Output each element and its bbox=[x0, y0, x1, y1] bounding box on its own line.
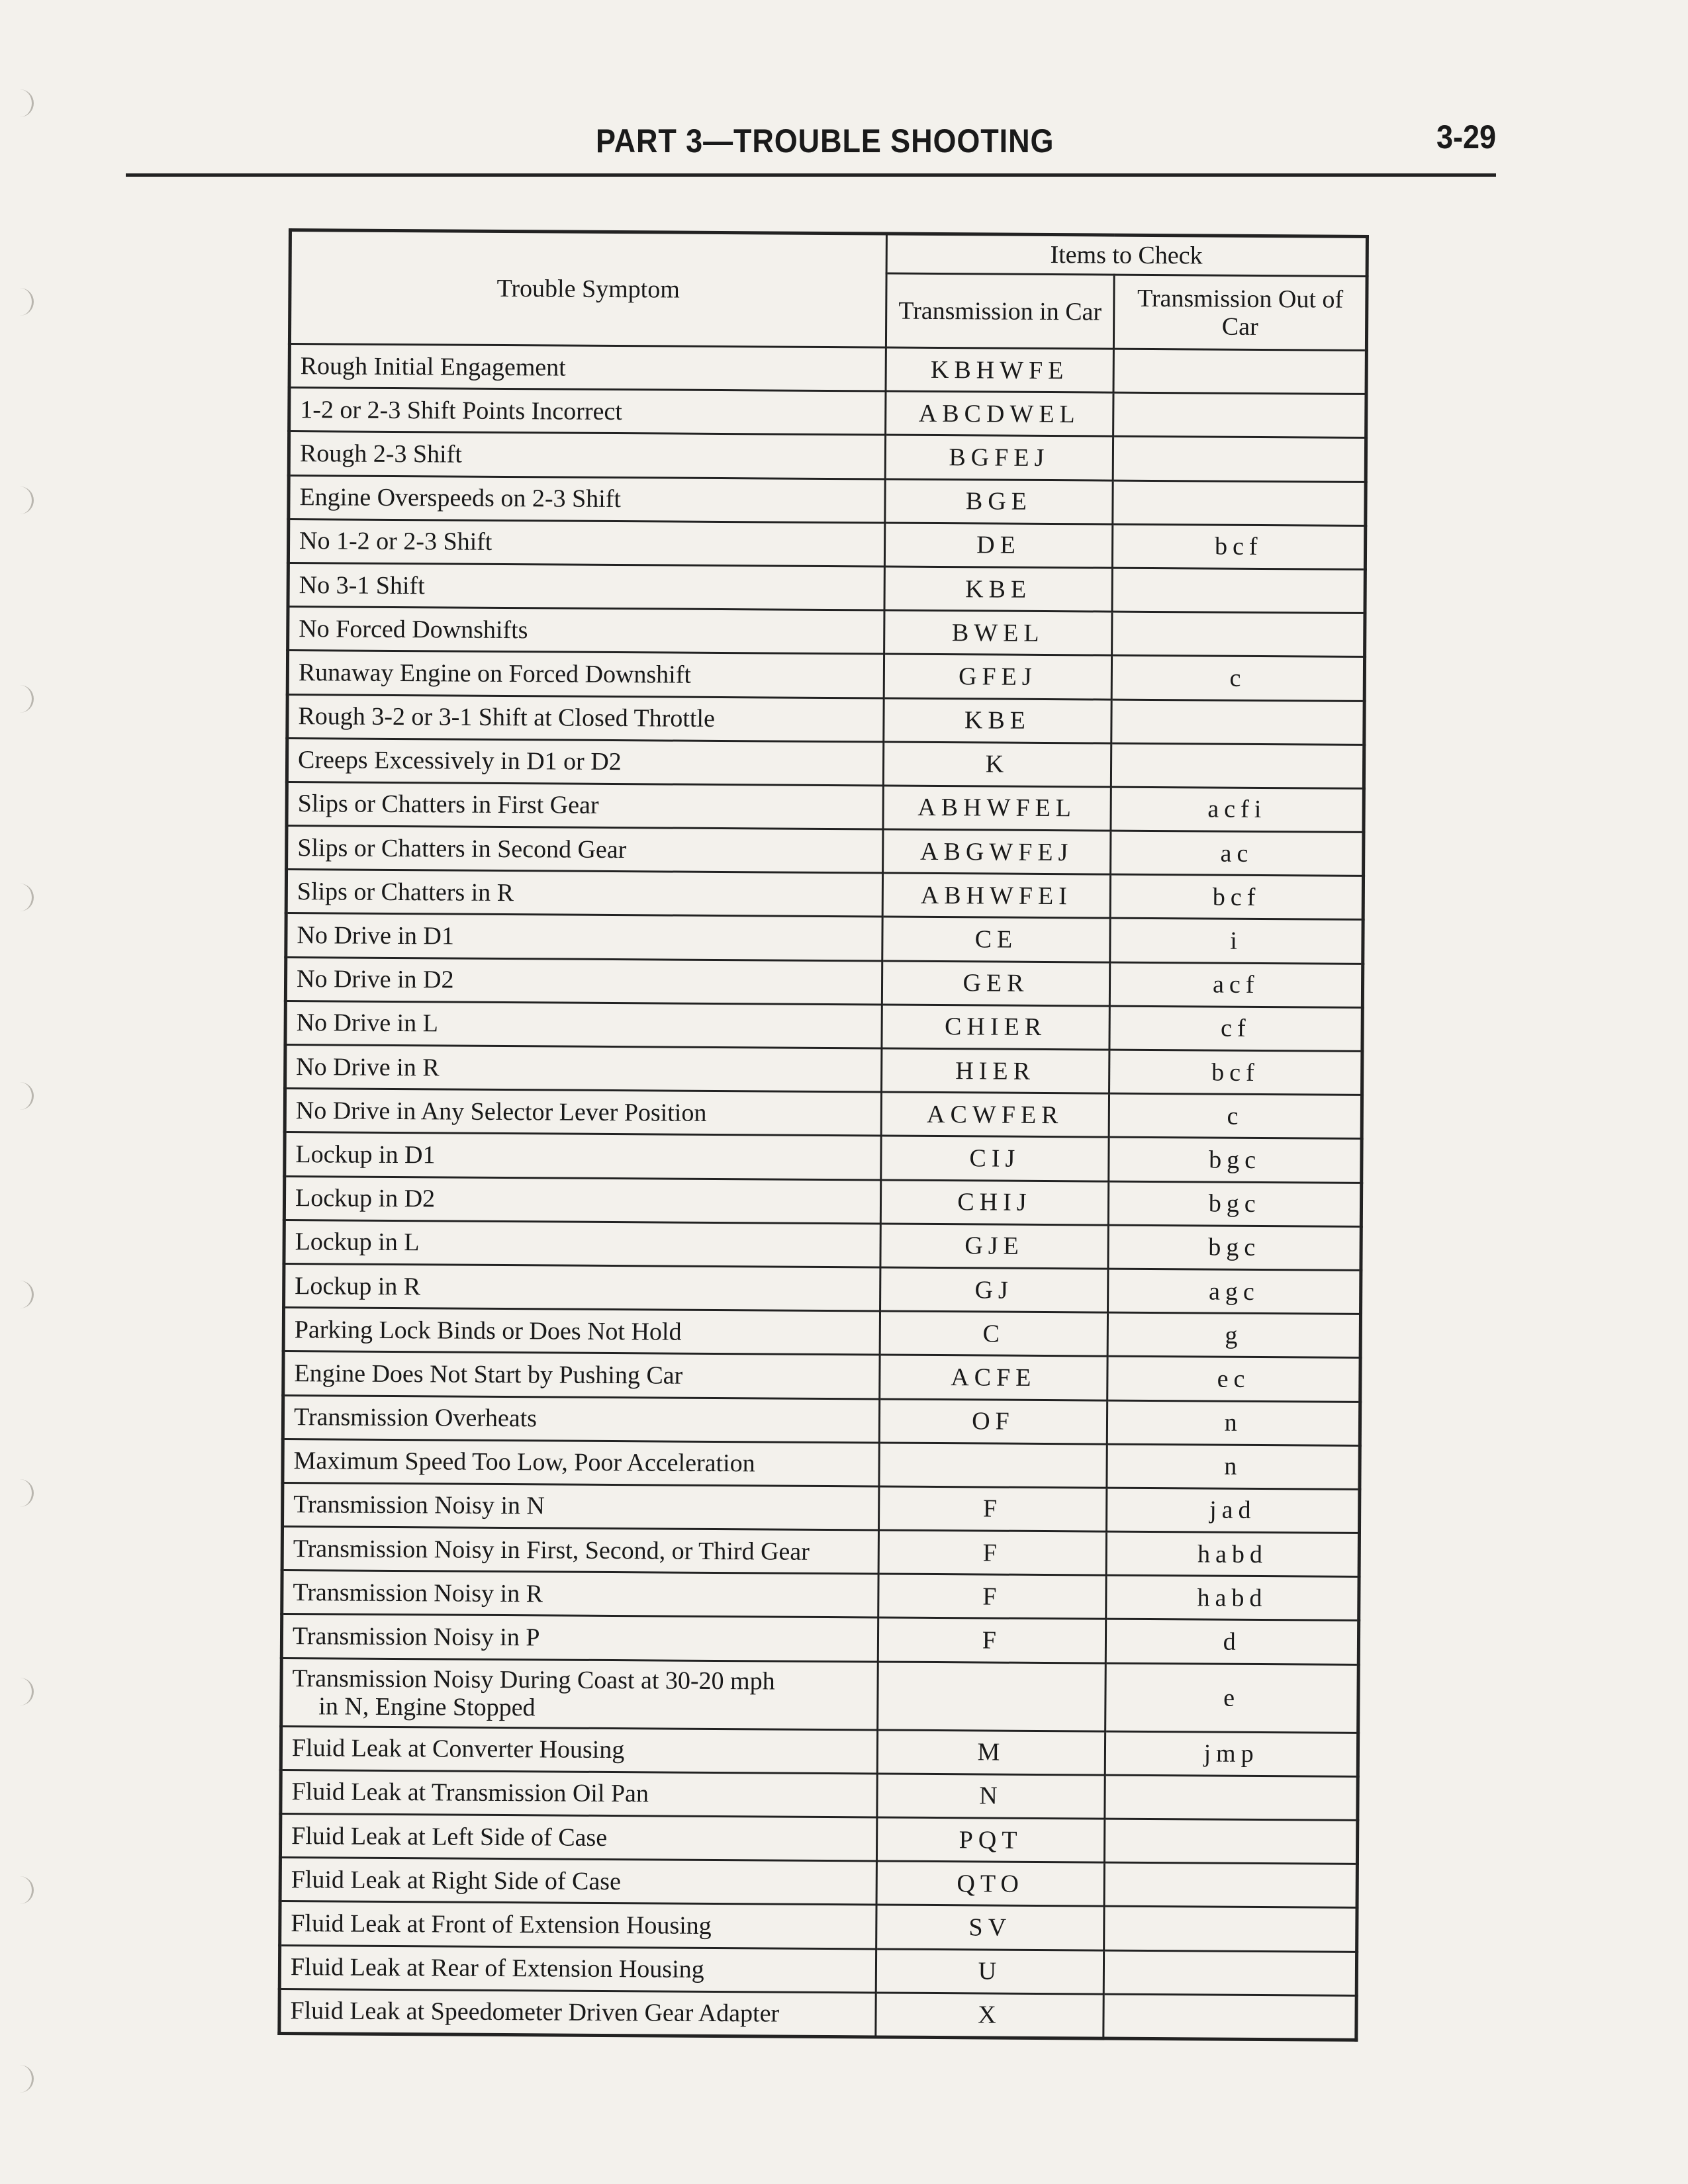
in-car-cell: ABHWFEL bbox=[883, 786, 1111, 831]
out-of-car-cell: jmp bbox=[1105, 1731, 1358, 1777]
out-of-car-cell bbox=[1113, 392, 1366, 438]
in-car-cell: GFEJ bbox=[884, 654, 1112, 699]
out-of-car-cell: ac bbox=[1111, 831, 1364, 876]
table-row bbox=[285, 1001, 1362, 1051]
table-row bbox=[289, 388, 1366, 438]
in-car-cell: DE bbox=[884, 523, 1113, 568]
table-row bbox=[289, 344, 1366, 394]
symptom-cell: Lockup in R bbox=[284, 1263, 880, 1311]
out-of-car-cell bbox=[1104, 1906, 1357, 1952]
symptom-cell: Fluid Leak at Left Side of Case bbox=[280, 1813, 876, 1861]
trouble-shooting-table bbox=[277, 228, 1369, 2042]
out-of-car-cell: ec bbox=[1107, 1356, 1360, 1402]
in-car-cell: F bbox=[878, 1530, 1107, 1575]
in-car-cell: KBE bbox=[884, 567, 1113, 612]
symptom-cell: Parking Lock Binds or Does Not Hold bbox=[283, 1308, 880, 1355]
symptom-cell: Lockup in D1 bbox=[285, 1132, 881, 1180]
in-car-cell: F bbox=[878, 1617, 1106, 1662]
in-car-cell: GJ bbox=[880, 1267, 1108, 1312]
binder-hole bbox=[15, 685, 34, 713]
table-row bbox=[283, 1395, 1360, 1445]
items-to-check-header: Items to Check bbox=[886, 234, 1368, 276]
in-car-header: Transmission in Car bbox=[886, 273, 1115, 349]
trouble-shooting-table-wrapper bbox=[277, 228, 1369, 2042]
table-row bbox=[283, 1308, 1360, 1358]
out-of-car-cell: d bbox=[1106, 1619, 1359, 1665]
symptom-cell: No Drive in R bbox=[285, 1044, 882, 1092]
in-car-cell bbox=[877, 1662, 1105, 1731]
table-row bbox=[285, 1132, 1362, 1183]
in-car-cell: CIJ bbox=[880, 1136, 1109, 1181]
table-row bbox=[283, 1351, 1360, 1402]
in-car-cell: KBHWFE bbox=[886, 347, 1114, 392]
in-car-cell: ACWFER bbox=[881, 1092, 1109, 1137]
table-row bbox=[289, 475, 1366, 525]
out-of-car-cell: acfi bbox=[1111, 787, 1364, 833]
out-of-car-cell bbox=[1104, 1950, 1357, 1996]
table-row bbox=[287, 694, 1364, 745]
table-row bbox=[285, 1044, 1362, 1095]
in-car-cell: F bbox=[878, 1574, 1106, 1619]
symptom-cell: Transmission Noisy During Coast at 30-20 mph in N, Engine Stopped bbox=[281, 1658, 878, 1729]
out-of-car-cell bbox=[1111, 700, 1364, 745]
out-of-car-cell: i bbox=[1110, 919, 1363, 964]
symptom-cell: No Drive in Any Selector Lever Position bbox=[285, 1089, 881, 1136]
symptom-cell: No 3-1 Shift bbox=[288, 563, 884, 610]
page-number: 3-29 bbox=[1436, 118, 1496, 156]
symptom-cell: Fluid Leak at Speedometer Driven Gear Adapter bbox=[279, 1989, 876, 2037]
symptom-cell: Rough 2-3 Shift bbox=[289, 432, 885, 479]
out-of-car-cell: g bbox=[1108, 1312, 1361, 1358]
table-row bbox=[283, 1482, 1360, 1533]
table-row bbox=[282, 1527, 1359, 1577]
out-of-car-cell: e bbox=[1105, 1663, 1358, 1733]
binder-hole bbox=[15, 1876, 34, 1904]
in-car-cell: C bbox=[880, 1311, 1108, 1356]
out-of-car-cell: bgc bbox=[1108, 1225, 1361, 1271]
out-of-car-cell bbox=[1103, 1994, 1356, 2040]
symptom-cell: Fluid Leak at Converter Housing bbox=[281, 1726, 877, 1774]
symptom-cell: Transmission Noisy in N bbox=[283, 1482, 879, 1530]
in-car-cell: CHIJ bbox=[880, 1180, 1109, 1225]
out-of-car-cell bbox=[1112, 612, 1365, 657]
out-of-car-cell bbox=[1112, 568, 1365, 614]
in-car-cell: PQT bbox=[876, 1817, 1105, 1862]
in-car-cell: U bbox=[876, 1949, 1104, 1994]
symptom-cell: Transmission Noisy in P bbox=[281, 1614, 878, 1662]
out-of-car-header: Transmission Out of Car bbox=[1114, 275, 1367, 350]
in-car-cell: CE bbox=[882, 917, 1110, 962]
symptom-cell: Engine Does Not Start by Pushing Car bbox=[283, 1351, 880, 1399]
symptom-cell: Slips or Chatters in Second Gear bbox=[287, 826, 883, 874]
table-row bbox=[284, 1176, 1361, 1226]
table-row bbox=[279, 1945, 1356, 1995]
in-car-cell: SV bbox=[876, 1905, 1104, 1950]
table-row bbox=[288, 563, 1365, 613]
symptom-cell: No Drive in D2 bbox=[285, 957, 882, 1005]
table-row bbox=[279, 1989, 1356, 2040]
table-row bbox=[280, 1813, 1357, 1864]
out-of-car-cell bbox=[1111, 743, 1364, 789]
symptom-cell: No Drive in L bbox=[285, 1001, 882, 1048]
table-row bbox=[289, 432, 1366, 482]
in-car-cell: GJE bbox=[880, 1224, 1108, 1269]
out-of-car-cell bbox=[1105, 1775, 1358, 1821]
in-car-cell: BWEL bbox=[884, 610, 1112, 655]
table-row bbox=[283, 1439, 1360, 1489]
in-car-cell: QTO bbox=[876, 1861, 1105, 1906]
symptom-cell: Rough 3-2 or 3-1 Shift at Closed Throttle bbox=[287, 694, 884, 742]
page-header bbox=[126, 113, 1496, 185]
binder-hole bbox=[15, 1082, 34, 1110]
in-car-cell: BGFEJ bbox=[885, 435, 1113, 480]
table-row bbox=[287, 782, 1364, 832]
symptom-cell: 1-2 or 2-3 Shift Points Incorrect bbox=[289, 388, 886, 435]
in-car-cell: ABHWFEI bbox=[882, 873, 1111, 918]
out-of-car-cell: n bbox=[1107, 1444, 1360, 1490]
table-row bbox=[281, 1726, 1358, 1776]
out-of-car-cell bbox=[1113, 349, 1366, 394]
out-of-car-cell: acf bbox=[1110, 962, 1363, 1008]
out-of-car-cell bbox=[1105, 1819, 1358, 1864]
table-row bbox=[280, 1858, 1357, 1908]
out-of-car-cell: agc bbox=[1108, 1269, 1361, 1314]
symptom-cell: Slips or Chatters in R bbox=[286, 870, 882, 917]
symptom-cell: Rough Initial Engagement bbox=[289, 344, 886, 392]
table-row bbox=[284, 1263, 1361, 1314]
out-of-car-cell: bcf bbox=[1113, 524, 1366, 570]
binder-hole bbox=[15, 1479, 34, 1507]
binder-hole bbox=[15, 89, 34, 117]
in-car-cell: CHIER bbox=[881, 1005, 1109, 1050]
symptom-cell: Maximum Speed Too Low, Poor Acceleration bbox=[283, 1439, 879, 1486]
table-row bbox=[286, 870, 1363, 920]
out-of-car-cell: habd bbox=[1106, 1531, 1359, 1577]
out-of-car-cell: bcf bbox=[1111, 874, 1364, 920]
table-row bbox=[288, 607, 1365, 657]
in-car-cell: OF bbox=[879, 1398, 1107, 1443]
in-car-cell: ABGWFEJ bbox=[882, 829, 1111, 874]
symptom-cell: No 1-2 or 2-3 Shift bbox=[288, 519, 884, 567]
out-of-car-cell bbox=[1113, 436, 1366, 482]
out-of-car-cell: c bbox=[1112, 655, 1365, 701]
out-of-car-cell: n bbox=[1107, 1400, 1360, 1446]
in-car-cell: M bbox=[877, 1730, 1105, 1775]
binder-hole bbox=[15, 2065, 34, 2093]
symptom-cell: Transmission Noisy in R bbox=[282, 1570, 878, 1618]
symptom-cell: Lockup in L bbox=[284, 1220, 880, 1267]
symptom-cell: Fluid Leak at Transmission Oil Pan bbox=[281, 1770, 877, 1817]
out-of-car-cell: cf bbox=[1109, 1006, 1362, 1052]
in-car-cell: X bbox=[875, 1993, 1103, 2038]
symptom-cell: No Drive in D1 bbox=[286, 913, 882, 961]
in-car-cell: ACFE bbox=[879, 1355, 1107, 1400]
in-car-cell bbox=[878, 1443, 1107, 1488]
in-car-cell: ABCDWEL bbox=[885, 391, 1113, 436]
out-of-car-cell bbox=[1104, 1862, 1357, 1908]
table-row bbox=[288, 519, 1365, 569]
binder-hole bbox=[15, 486, 34, 514]
table-row bbox=[285, 957, 1362, 1007]
symptom-cell: Transmission Noisy in First, Second, or Third Gear bbox=[282, 1527, 878, 1574]
table-row bbox=[281, 1770, 1358, 1820]
table-row bbox=[280, 1901, 1357, 1952]
out-of-car-cell: habd bbox=[1106, 1575, 1359, 1621]
binder-hole bbox=[15, 1678, 34, 1706]
in-car-cell: KBE bbox=[883, 698, 1111, 743]
out-of-car-cell: jad bbox=[1107, 1488, 1360, 1533]
page-title: PART 3—TROUBLE SHOOTING bbox=[596, 122, 1055, 159]
binder-hole bbox=[15, 1281, 34, 1308]
header-rule bbox=[126, 173, 1496, 177]
symptom-cell: Transmission Overheats bbox=[283, 1395, 879, 1443]
table-row bbox=[285, 1089, 1362, 1139]
table-row bbox=[282, 1570, 1359, 1621]
table-row bbox=[287, 738, 1364, 788]
in-car-cell: F bbox=[878, 1486, 1107, 1531]
in-car-cell: N bbox=[876, 1774, 1105, 1819]
table-row bbox=[287, 651, 1364, 701]
out-of-car-cell: bgc bbox=[1109, 1181, 1362, 1227]
table-row bbox=[284, 1220, 1361, 1270]
table-row bbox=[286, 913, 1363, 964]
symptom-cell: Slips or Chatters in First Gear bbox=[287, 782, 883, 829]
symptom-cell: Fluid Leak at Right Side of Case bbox=[280, 1858, 876, 1905]
out-of-car-cell: c bbox=[1109, 1093, 1362, 1139]
in-car-cell: BGE bbox=[884, 479, 1113, 524]
out-of-car-cell: bgc bbox=[1109, 1137, 1362, 1183]
table-row bbox=[287, 826, 1364, 876]
table-row bbox=[281, 1658, 1359, 1733]
binder-hole bbox=[15, 884, 34, 911]
symptom-cell: Engine Overspeeds on 2-3 Shift bbox=[289, 475, 885, 523]
out-of-car-cell: bcf bbox=[1109, 1050, 1362, 1095]
symptom-cell: Fluid Leak at Front of Extension Housing bbox=[280, 1901, 876, 1949]
table-row bbox=[281, 1614, 1358, 1664]
table-body bbox=[279, 344, 1367, 2040]
in-car-cell: GER bbox=[882, 961, 1110, 1006]
out-of-car-cell bbox=[1113, 480, 1366, 526]
binder-hole bbox=[15, 288, 34, 316]
symptom-cell: Lockup in D2 bbox=[284, 1176, 880, 1224]
in-car-cell: HIER bbox=[881, 1048, 1109, 1093]
symptom-cell: Creeps Excessively in D1 or D2 bbox=[287, 738, 883, 786]
symptom-cell: Runaway Engine on Forced Downshift bbox=[287, 651, 884, 698]
in-car-cell: K bbox=[883, 742, 1111, 787]
symptom-cell: No Forced Downshifts bbox=[288, 607, 884, 655]
trouble-symptom-header: Trouble Symptom bbox=[289, 230, 886, 347]
symptom-cell: Fluid Leak at Rear of Extension Housing bbox=[279, 1945, 876, 1993]
